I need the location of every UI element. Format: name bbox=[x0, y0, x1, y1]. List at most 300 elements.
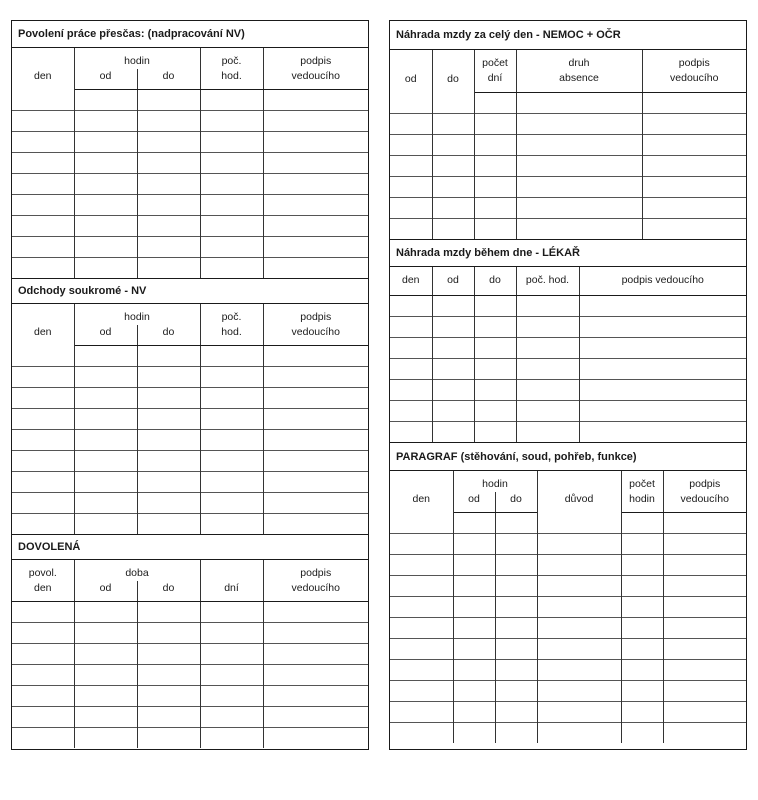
table-row bbox=[390, 596, 746, 617]
table-cell[interactable] bbox=[453, 701, 495, 722]
table-cell[interactable] bbox=[263, 492, 368, 513]
table-cell[interactable] bbox=[621, 701, 663, 722]
table-cell[interactable] bbox=[74, 450, 137, 471]
table-cell[interactable] bbox=[263, 89, 368, 110]
table-cell[interactable] bbox=[495, 701, 537, 722]
table-cell[interactable] bbox=[390, 554, 453, 575]
table-cell[interactable] bbox=[390, 358, 432, 379]
table-cell[interactable] bbox=[74, 429, 137, 450]
table-cell[interactable] bbox=[74, 345, 137, 366]
table-cell[interactable] bbox=[432, 295, 474, 316]
table-row bbox=[12, 727, 368, 748]
table-cell[interactable] bbox=[516, 358, 579, 379]
table-cell[interactable] bbox=[263, 366, 368, 387]
table-cell[interactable] bbox=[137, 664, 200, 685]
table-cell[interactable] bbox=[516, 379, 579, 400]
table-cell[interactable] bbox=[537, 596, 621, 617]
table-cell[interactable] bbox=[432, 134, 474, 155]
table-cell[interactable] bbox=[137, 152, 200, 173]
doctor-table bbox=[390, 267, 746, 442]
table-cell[interactable] bbox=[579, 379, 746, 400]
table-cell[interactable] bbox=[200, 173, 263, 194]
table-cell[interactable] bbox=[642, 197, 746, 218]
table-row bbox=[12, 429, 368, 450]
table-cell[interactable] bbox=[137, 236, 200, 257]
table-cell[interactable] bbox=[516, 400, 579, 421]
table-cell[interactable] bbox=[663, 554, 746, 575]
table-cell[interactable] bbox=[74, 492, 137, 513]
table-cell[interactable] bbox=[200, 622, 263, 643]
private-leave-table bbox=[12, 304, 368, 534]
table-cell[interactable] bbox=[390, 617, 453, 638]
table-cell[interactable] bbox=[12, 366, 74, 387]
table-row bbox=[390, 722, 746, 743]
table-cell[interactable] bbox=[390, 113, 432, 134]
table-cell[interactable] bbox=[137, 345, 200, 366]
table-cell[interactable] bbox=[579, 337, 746, 358]
table-cell[interactable] bbox=[200, 131, 263, 152]
table-cell[interactable] bbox=[74, 110, 137, 131]
col-od: od bbox=[432, 267, 474, 295]
table-cell[interactable] bbox=[516, 421, 579, 442]
table-cell[interactable] bbox=[200, 685, 263, 706]
table-cell[interactable] bbox=[200, 471, 263, 492]
overtime-table bbox=[12, 48, 368, 278]
table-cell[interactable] bbox=[432, 358, 474, 379]
table-cell[interactable] bbox=[390, 337, 432, 358]
table-cell[interactable] bbox=[12, 664, 74, 685]
table-row bbox=[12, 152, 368, 173]
table-cell[interactable] bbox=[621, 617, 663, 638]
table-cell[interactable] bbox=[74, 471, 137, 492]
table-cell[interactable] bbox=[12, 471, 74, 492]
table-cell[interactable] bbox=[74, 366, 137, 387]
table-cell[interactable] bbox=[495, 722, 537, 743]
table-cell[interactable] bbox=[663, 617, 746, 638]
table-cell[interactable] bbox=[474, 113, 516, 134]
table-cell[interactable] bbox=[263, 257, 368, 278]
table-cell[interactable] bbox=[263, 173, 368, 194]
table-cell[interactable] bbox=[137, 194, 200, 215]
table-cell[interactable] bbox=[263, 194, 368, 215]
table-cell[interactable] bbox=[12, 152, 74, 173]
table-cell[interactable] bbox=[263, 664, 368, 685]
table-row bbox=[390, 358, 746, 379]
table-cell[interactable] bbox=[390, 722, 453, 743]
table-cell[interactable] bbox=[263, 131, 368, 152]
table-cell[interactable] bbox=[12, 685, 74, 706]
table-cell[interactable] bbox=[74, 215, 137, 236]
table-cell[interactable] bbox=[390, 575, 453, 596]
table-cell[interactable] bbox=[200, 429, 263, 450]
table-cell[interactable] bbox=[579, 358, 746, 379]
table-cell[interactable] bbox=[137, 643, 200, 664]
table-cell[interactable] bbox=[432, 218, 474, 239]
table-cell[interactable] bbox=[516, 337, 579, 358]
table-cell[interactable] bbox=[432, 92, 474, 113]
table-cell[interactable] bbox=[453, 659, 495, 680]
table-cell[interactable] bbox=[516, 113, 642, 134]
table-cell[interactable] bbox=[663, 596, 746, 617]
table-cell[interactable] bbox=[12, 257, 74, 278]
table-cell[interactable] bbox=[516, 316, 579, 337]
table-cell[interactable] bbox=[74, 131, 137, 152]
table-cell[interactable] bbox=[474, 316, 516, 337]
table-cell[interactable] bbox=[390, 512, 453, 533]
table-cell[interactable] bbox=[390, 421, 432, 442]
table-cell[interactable] bbox=[390, 701, 453, 722]
table-cell[interactable] bbox=[390, 379, 432, 400]
table-cell[interactable] bbox=[495, 638, 537, 659]
table-cell[interactable] bbox=[495, 512, 537, 533]
table-cell[interactable] bbox=[390, 197, 432, 218]
table-cell[interactable] bbox=[495, 554, 537, 575]
table-cell[interactable] bbox=[474, 337, 516, 358]
table-cell[interactable] bbox=[137, 408, 200, 429]
table-cell[interactable] bbox=[453, 512, 495, 533]
table-cell[interactable] bbox=[432, 197, 474, 218]
table-cell[interactable] bbox=[495, 617, 537, 638]
table-cell[interactable] bbox=[390, 316, 432, 337]
table-cell[interactable] bbox=[137, 471, 200, 492]
table-cell[interactable] bbox=[495, 596, 537, 617]
col-vedouciho: vedoucího bbox=[642, 71, 746, 92]
table-cell[interactable] bbox=[74, 513, 137, 534]
table-cell[interactable] bbox=[642, 92, 746, 113]
table-cell[interactable] bbox=[200, 110, 263, 131]
table-cell[interactable] bbox=[474, 379, 516, 400]
table-cell[interactable] bbox=[263, 622, 368, 643]
table-cell[interactable] bbox=[579, 316, 746, 337]
table-cell[interactable] bbox=[137, 685, 200, 706]
table-cell[interactable] bbox=[621, 533, 663, 554]
table-cell[interactable] bbox=[621, 659, 663, 680]
table-cell[interactable] bbox=[200, 257, 263, 278]
table-cell[interactable] bbox=[137, 173, 200, 194]
table-cell[interactable] bbox=[621, 680, 663, 701]
table-row bbox=[390, 701, 746, 722]
table-cell[interactable] bbox=[12, 89, 74, 110]
table-cell[interactable] bbox=[390, 176, 432, 197]
table-cell[interactable] bbox=[263, 727, 368, 748]
table-cell[interactable] bbox=[642, 155, 746, 176]
table-cell[interactable] bbox=[537, 659, 621, 680]
private-leave-section bbox=[12, 278, 368, 534]
table-cell[interactable] bbox=[263, 450, 368, 471]
table-cell[interactable] bbox=[516, 176, 642, 197]
table-cell[interactable] bbox=[200, 215, 263, 236]
table-cell[interactable] bbox=[12, 513, 74, 534]
table-cell[interactable] bbox=[12, 408, 74, 429]
table-cell[interactable] bbox=[642, 218, 746, 239]
table-cell[interactable] bbox=[495, 575, 537, 596]
table-cell[interactable] bbox=[200, 706, 263, 727]
table-row bbox=[12, 450, 368, 471]
table-cell[interactable] bbox=[516, 197, 642, 218]
table-cell[interactable] bbox=[453, 596, 495, 617]
table-cell[interactable] bbox=[137, 215, 200, 236]
table-cell[interactable] bbox=[12, 110, 74, 131]
table-cell[interactable] bbox=[200, 89, 263, 110]
table-cell[interactable] bbox=[474, 218, 516, 239]
col-do: do bbox=[432, 50, 474, 92]
table-cell[interactable] bbox=[74, 89, 137, 110]
col-vedouciho: vedoucího bbox=[263, 581, 368, 601]
table-cell[interactable] bbox=[200, 601, 263, 622]
table-cell[interactable] bbox=[137, 429, 200, 450]
table-row bbox=[390, 155, 746, 176]
table-cell[interactable] bbox=[74, 643, 137, 664]
col-podpis: podpis bbox=[263, 48, 368, 69]
table-cell[interactable] bbox=[474, 92, 516, 113]
table-cell[interactable] bbox=[642, 176, 746, 197]
table-cell[interactable] bbox=[263, 215, 368, 236]
table-cell[interactable] bbox=[390, 218, 432, 239]
table-cell[interactable] bbox=[516, 218, 642, 239]
col-dni: dní bbox=[200, 581, 263, 601]
table-cell[interactable] bbox=[537, 701, 621, 722]
table-cell[interactable] bbox=[474, 400, 516, 421]
table-cell[interactable] bbox=[200, 643, 263, 664]
table-row bbox=[390, 218, 746, 239]
table-cell[interactable] bbox=[453, 533, 495, 554]
table-cell[interactable] bbox=[432, 379, 474, 400]
table-cell[interactable] bbox=[432, 400, 474, 421]
table-cell[interactable] bbox=[137, 89, 200, 110]
table-cell[interactable] bbox=[432, 337, 474, 358]
table-cell[interactable] bbox=[516, 134, 642, 155]
col-druh: druh bbox=[516, 50, 642, 71]
table-cell[interactable] bbox=[390, 533, 453, 554]
table-cell[interactable] bbox=[74, 236, 137, 257]
table-cell[interactable] bbox=[474, 197, 516, 218]
table-cell[interactable] bbox=[390, 659, 453, 680]
table-row bbox=[390, 575, 746, 596]
table-cell[interactable] bbox=[12, 706, 74, 727]
table-cell[interactable] bbox=[537, 533, 621, 554]
table-cell[interactable] bbox=[12, 345, 74, 366]
table-cell[interactable] bbox=[474, 358, 516, 379]
table-cell[interactable] bbox=[74, 685, 137, 706]
table-cell[interactable] bbox=[516, 295, 579, 316]
table-cell[interactable] bbox=[137, 492, 200, 513]
table-cell[interactable] bbox=[663, 680, 746, 701]
table-cell[interactable] bbox=[200, 513, 263, 534]
table-cell[interactable] bbox=[12, 492, 74, 513]
col-group-hodin: hodin bbox=[453, 471, 537, 492]
table-cell[interactable] bbox=[12, 622, 74, 643]
col-vedouciho: vedoucího bbox=[263, 325, 368, 345]
table-cell[interactable] bbox=[390, 155, 432, 176]
table-cell[interactable] bbox=[453, 554, 495, 575]
table-cell[interactable] bbox=[537, 512, 621, 533]
table-cell[interactable] bbox=[579, 295, 746, 316]
table-cell[interactable] bbox=[12, 727, 74, 748]
table-cell[interactable] bbox=[137, 257, 200, 278]
table-cell[interactable] bbox=[663, 533, 746, 554]
table-cell[interactable] bbox=[390, 295, 432, 316]
table-cell[interactable] bbox=[12, 429, 74, 450]
table-cell[interactable] bbox=[453, 617, 495, 638]
table-cell[interactable] bbox=[579, 421, 746, 442]
table-cell[interactable] bbox=[516, 155, 642, 176]
col-povol: povol. bbox=[12, 560, 74, 581]
table-cell[interactable] bbox=[200, 664, 263, 685]
table-cell[interactable] bbox=[263, 643, 368, 664]
table-cell[interactable] bbox=[74, 622, 137, 643]
table-cell[interactable] bbox=[137, 727, 200, 748]
table-cell[interactable] bbox=[621, 638, 663, 659]
table-cell[interactable] bbox=[621, 596, 663, 617]
table-cell[interactable] bbox=[537, 617, 621, 638]
table-cell[interactable] bbox=[200, 387, 263, 408]
table-cell[interactable] bbox=[432, 421, 474, 442]
col-poc: poč. bbox=[200, 48, 263, 69]
section-title: Náhrada mzdy během dne - LÉKAŘ bbox=[390, 239, 746, 267]
table-cell[interactable] bbox=[432, 155, 474, 176]
table-cell[interactable] bbox=[453, 680, 495, 701]
table-cell[interactable] bbox=[74, 152, 137, 173]
sick-leave-section bbox=[390, 21, 746, 239]
table-cell[interactable] bbox=[537, 722, 621, 743]
table-cell[interactable] bbox=[263, 110, 368, 131]
table-cell[interactable] bbox=[663, 638, 746, 659]
col-poc-hod: poč. hod. bbox=[516, 267, 579, 295]
table-cell[interactable] bbox=[516, 92, 642, 113]
table-cell[interactable] bbox=[390, 134, 432, 155]
table-cell[interactable] bbox=[12, 236, 74, 257]
table-cell[interactable] bbox=[74, 727, 137, 748]
table-row bbox=[390, 659, 746, 680]
table-cell[interactable] bbox=[200, 194, 263, 215]
table-cell[interactable] bbox=[390, 638, 453, 659]
table-cell[interactable] bbox=[12, 194, 74, 215]
table-cell[interactable] bbox=[137, 601, 200, 622]
col-podpis: podpis bbox=[642, 50, 746, 71]
table-cell[interactable] bbox=[74, 257, 137, 278]
table-cell[interactable] bbox=[390, 400, 432, 421]
table-cell[interactable] bbox=[137, 387, 200, 408]
table-cell[interactable] bbox=[621, 554, 663, 575]
table-cell[interactable] bbox=[200, 152, 263, 173]
table-cell[interactable] bbox=[263, 471, 368, 492]
table-cell[interactable] bbox=[453, 722, 495, 743]
table-cell[interactable] bbox=[263, 706, 368, 727]
table-cell[interactable] bbox=[74, 387, 137, 408]
table-cell[interactable] bbox=[474, 176, 516, 197]
table-cell[interactable] bbox=[74, 706, 137, 727]
col-dni: dní bbox=[474, 71, 516, 92]
table-cell[interactable] bbox=[74, 408, 137, 429]
table-cell[interactable] bbox=[453, 575, 495, 596]
table-cell[interactable] bbox=[263, 513, 368, 534]
table-cell[interactable] bbox=[137, 706, 200, 727]
table-cell[interactable] bbox=[200, 236, 263, 257]
table-cell[interactable] bbox=[537, 554, 621, 575]
col-hod: hod. bbox=[200, 69, 263, 89]
table-cell[interactable] bbox=[137, 131, 200, 152]
doctor-section bbox=[390, 239, 746, 442]
table-cell[interactable] bbox=[200, 727, 263, 748]
table-cell[interactable] bbox=[663, 722, 746, 743]
table-cell[interactable] bbox=[200, 366, 263, 387]
table-cell[interactable] bbox=[137, 622, 200, 643]
table-cell[interactable] bbox=[137, 366, 200, 387]
table-row bbox=[390, 134, 746, 155]
table-cell[interactable] bbox=[474, 421, 516, 442]
table-cell[interactable] bbox=[621, 512, 663, 533]
table-cell[interactable] bbox=[642, 134, 746, 155]
table-cell[interactable] bbox=[390, 92, 432, 113]
table-cell[interactable] bbox=[12, 131, 74, 152]
table-cell[interactable] bbox=[263, 236, 368, 257]
table-cell[interactable] bbox=[200, 408, 263, 429]
table-cell[interactable] bbox=[663, 659, 746, 680]
table-cell[interactable] bbox=[537, 575, 621, 596]
table-cell[interactable] bbox=[74, 664, 137, 685]
table-cell[interactable] bbox=[642, 113, 746, 134]
table-cell[interactable] bbox=[12, 173, 74, 194]
table-cell[interactable] bbox=[74, 194, 137, 215]
table-cell[interactable] bbox=[432, 316, 474, 337]
table-cell[interactable] bbox=[12, 387, 74, 408]
table-cell[interactable] bbox=[12, 601, 74, 622]
table-cell[interactable] bbox=[74, 173, 137, 194]
table-cell[interactable] bbox=[263, 152, 368, 173]
table-cell[interactable] bbox=[621, 722, 663, 743]
vacation-table bbox=[12, 560, 368, 748]
table-cell[interactable] bbox=[12, 450, 74, 471]
table-cell[interactable] bbox=[263, 601, 368, 622]
table-cell[interactable] bbox=[432, 176, 474, 197]
table-cell[interactable] bbox=[12, 643, 74, 664]
table-cell[interactable] bbox=[200, 345, 263, 366]
table-cell[interactable] bbox=[74, 601, 137, 622]
table-cell[interactable] bbox=[390, 596, 453, 617]
table-cell[interactable] bbox=[263, 345, 368, 366]
table-cell[interactable] bbox=[474, 155, 516, 176]
table-cell[interactable] bbox=[663, 701, 746, 722]
table-cell[interactable] bbox=[579, 400, 746, 421]
table-cell[interactable] bbox=[432, 113, 474, 134]
table-cell[interactable] bbox=[495, 680, 537, 701]
table-cell[interactable] bbox=[200, 492, 263, 513]
table-row bbox=[12, 706, 368, 727]
table-cell[interactable] bbox=[495, 533, 537, 554]
table-cell[interactable] bbox=[263, 685, 368, 706]
table-cell[interactable] bbox=[263, 408, 368, 429]
table-cell[interactable] bbox=[474, 295, 516, 316]
table-cell[interactable] bbox=[200, 450, 263, 471]
table-cell[interactable] bbox=[474, 134, 516, 155]
table-row bbox=[390, 400, 746, 421]
table-cell[interactable] bbox=[537, 638, 621, 659]
table-cell[interactable] bbox=[663, 575, 746, 596]
table-cell[interactable] bbox=[621, 575, 663, 596]
table-cell[interactable] bbox=[263, 387, 368, 408]
table-cell[interactable] bbox=[137, 450, 200, 471]
table-cell[interactable] bbox=[12, 215, 74, 236]
table-cell[interactable] bbox=[495, 659, 537, 680]
col-do: do bbox=[474, 267, 516, 295]
table-cell[interactable] bbox=[137, 513, 200, 534]
table-cell[interactable] bbox=[537, 680, 621, 701]
table-cell[interactable] bbox=[663, 512, 746, 533]
table-cell[interactable] bbox=[453, 638, 495, 659]
table-cell[interactable] bbox=[263, 429, 368, 450]
table-cell[interactable] bbox=[137, 110, 200, 131]
table-cell[interactable] bbox=[390, 680, 453, 701]
